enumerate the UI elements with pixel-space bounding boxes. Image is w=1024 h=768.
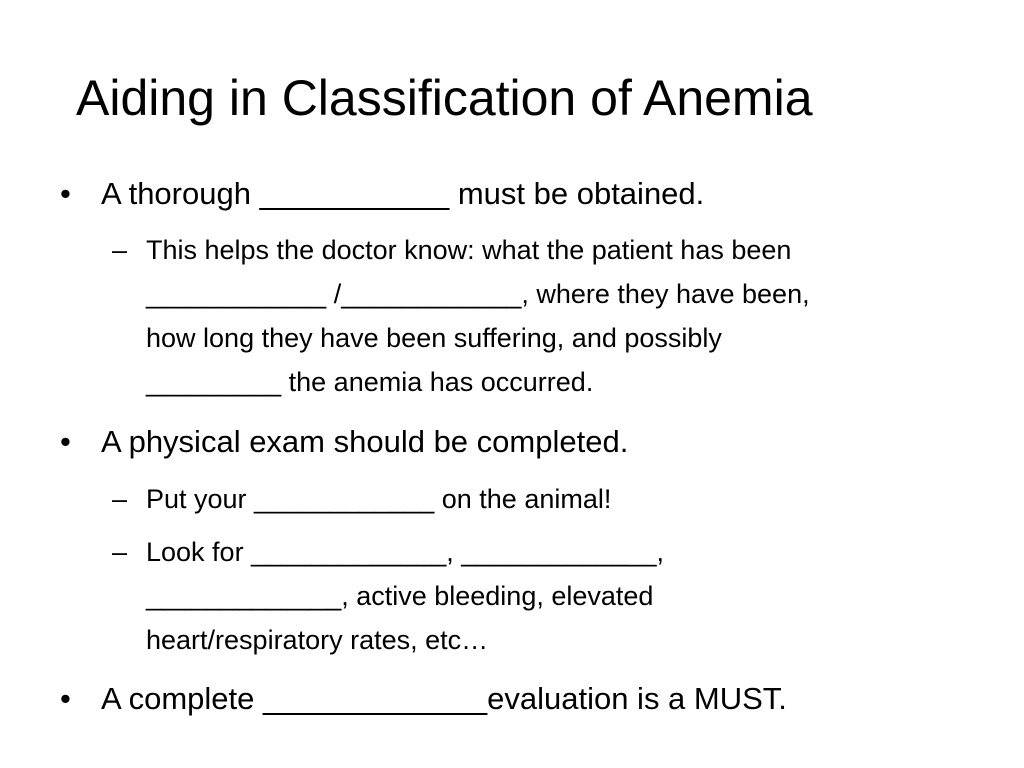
bullet-text: A complete _____________evaluation is a MUST.: [101, 681, 787, 716]
bullet-icon: •: [60, 424, 71, 459]
text-line: This helps the doctor know: what the patient has been: [146, 235, 792, 265]
text-line: heart/respiratory rates, etc…: [146, 625, 489, 655]
sub-bullet-text: [146, 530, 986, 662]
slide-title: Aiding in Classification of Anemia: [76, 70, 813, 126]
bullet-text: A physical exam should be completed.: [101, 424, 629, 459]
sub-bullet-text: [146, 477, 986, 521]
text-line: _____________, active bleeding, elevated: [146, 581, 654, 611]
text-line: Look for _____________, _____________,: [146, 537, 664, 567]
text-line: ____________ /____________, where they have been,: [146, 279, 810, 309]
dash-icon: –: [112, 537, 128, 567]
bullet-text: A thorough ___________ must be obtained.: [101, 176, 705, 211]
bullet-icon: •: [60, 681, 71, 716]
sub-bullet-text: [146, 228, 986, 404]
dash-icon: –: [112, 484, 128, 514]
dash-icon: –: [112, 235, 128, 265]
text-line: _________ the anemia has occurred.: [146, 367, 594, 397]
text-line: how long they have been suffering, and possibly: [146, 323, 722, 353]
text-line: Put your ____________ on the animal!: [146, 484, 612, 514]
bullet-icon: •: [60, 176, 71, 211]
